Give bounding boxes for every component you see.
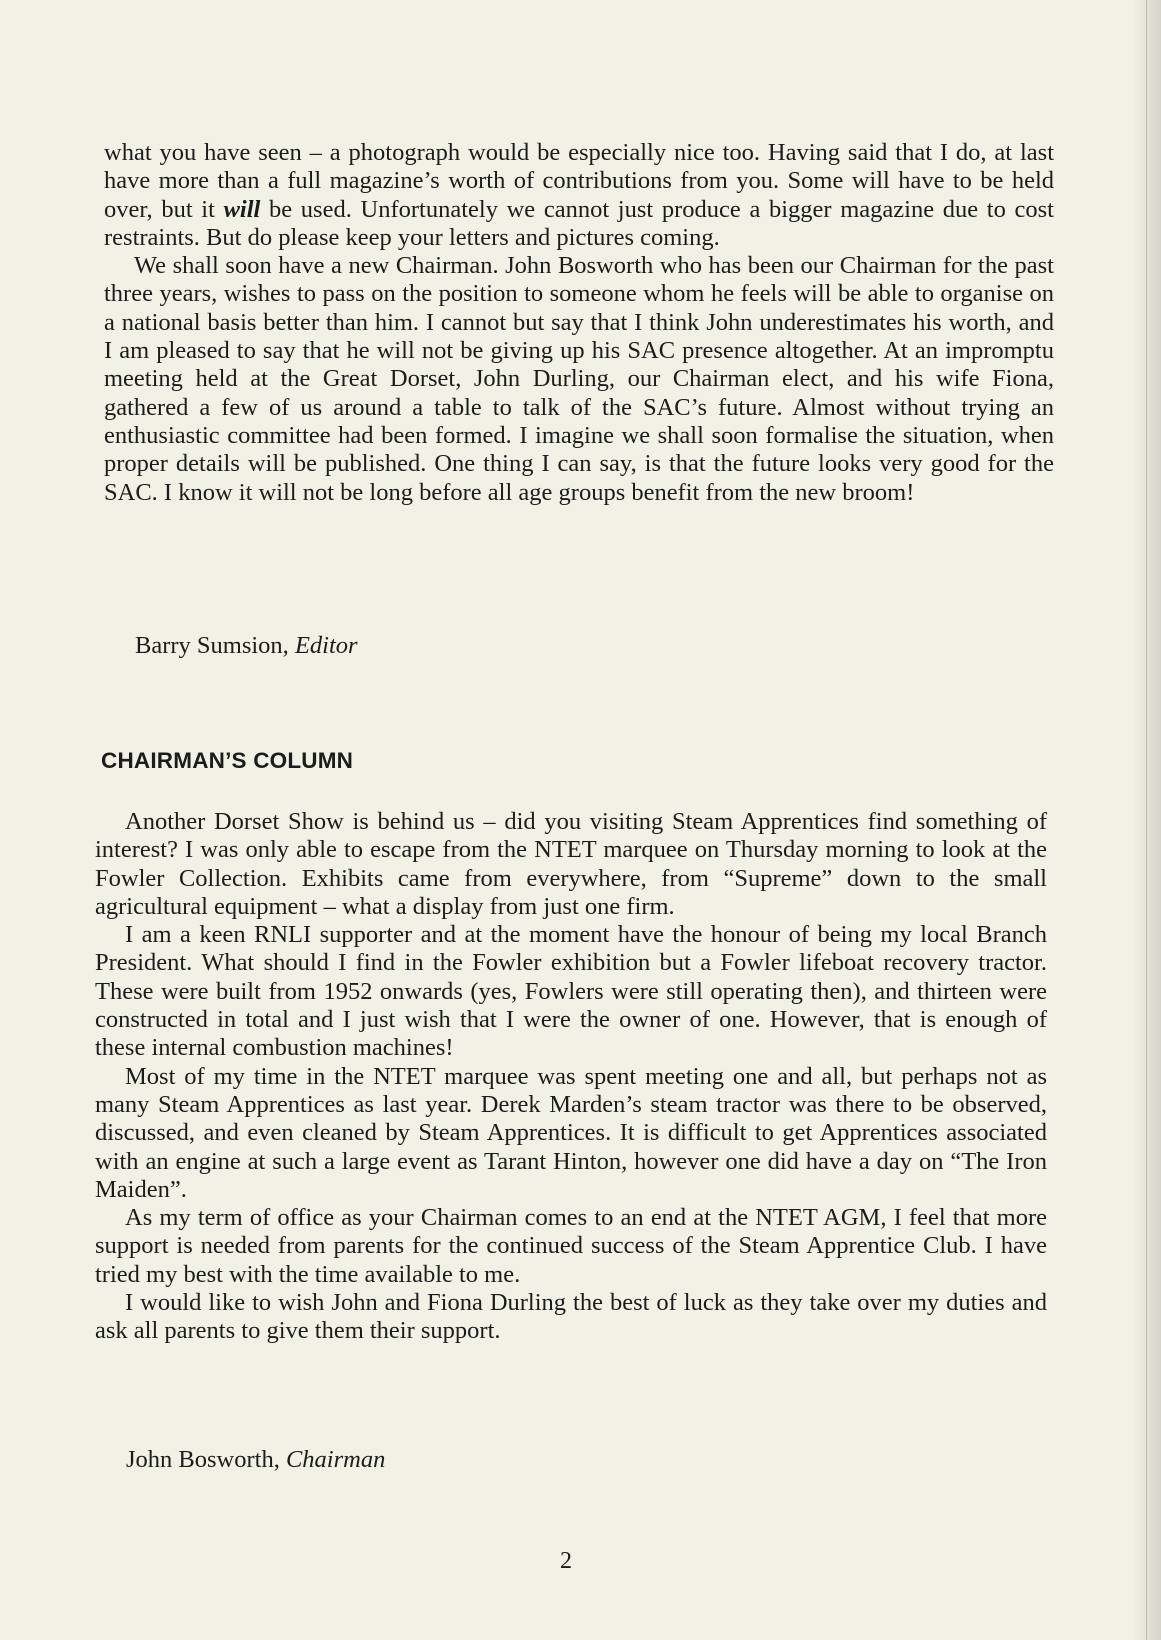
chairman-signoff — [126, 1446, 385, 1474]
editor-paragraph-1 — [104, 139, 1054, 252]
editor-signoff — [135, 632, 358, 660]
chairman-signoff-name: John Bosworth, — [126, 1446, 286, 1473]
chairman-paragraph-5: I would like to wish John and Fiona Durling the best of luck as they take over my duties and ask all parents to give them their support. — [95, 1289, 1047, 1345]
chairman-signoff-role: Chairman — [285, 1446, 386, 1473]
chairman-paragraph-1: Another Dorset Show is behind us – did you visiting Steam Apprentices find something of interest? I was only able to escape from the NTET marquee on Thursday morning to look at the Fowler Collection. Exhibits came from everywhere, from “Supreme” down to the small agricultural equipment – what a display from just one firm. — [95, 808, 1047, 920]
page-edge-line — [1146, 0, 1147, 1640]
editor-paragraph-2: We shall soon have a new Chairman. John Bosworth who has been our Chairman for the past three years, wishes to pass on the position to someone whom he feels will be able to organise on a national basis better than him. I cannot but say that I think John underestimates his worth, and I am pleased to say that he will not be giving up his SAC presence altogether. At an impromptu meeting held at the Great Dorset, John Durling, our Chairman elect, and his wife Fiona, gathered a few of us around a table to talk of the SAC’s future. Almost without trying an enthusiastic committee had been formed. I imagine we shall soon formalise the situation, when proper details will be published. One thing I can say, is that the future looks very good for the SAC. I know it will not be long before all age groups benefit from the new broom! — [104, 252, 1054, 506]
editor-signoff-name: Barry Sumsion, — [135, 632, 295, 659]
editor-column — [104, 139, 1054, 507]
editor-paragraph-1-end: be used. Unfortunately we cannot just produce a bigger magazine due to cost restraints. But do please keep your letters and pictures coming. — [104, 195, 1054, 251]
editor-paragraph-1-start: what you have seen – a photograph would be especially nice too. Having said that I do, at last have more than a full magazine’s worth of contributions from you. Some will have to be held over, but it — [104, 139, 1054, 223]
page-number: 2 — [560, 1548, 572, 1574]
chairman-paragraph-2: I am a keen RNLI supporter and at the moment have the honour of being my local Branch President. What should I find in the Fowler exhibition but a Fowler lifeboat recovery tractor. These were built from 1952 onwards (yes, Fowlers were still operating then), and thirteen were constructed in total and I just wish that I were the owner of one. However, that is enough of these internal combustion machines! — [95, 921, 1047, 1062]
page-edge-shadow — [1133, 0, 1161, 1640]
chairman-paragraph-3: Most of my time in the NTET marquee was spent meeting one and all, but perhaps not as many Steam Apprentices as last year. Derek Marden’s steam tractor was there to be observed, discussed, and even cleaned by Steam Apprentices. It is difficult to get Apprentices associated with an engine at such a large event as Tarant Hinton, however one did have a day on “The Iron Maiden”. — [95, 1062, 1047, 1203]
chairman-column — [95, 808, 1047, 1346]
chairman-column-heading: CHAIRMAN’S COLUMN — [101, 748, 354, 773]
chairman-paragraph-4: As my term of office as your Chairman comes to an end at the NTET AGM, I feel that more support is needed from parents for the continued success of the Steam Apprentice Club. I have tried my best with the time available to me. — [95, 1204, 1047, 1288]
editor-signoff-role: Editor — [294, 632, 358, 659]
emphasized-word: will — [223, 195, 261, 223]
